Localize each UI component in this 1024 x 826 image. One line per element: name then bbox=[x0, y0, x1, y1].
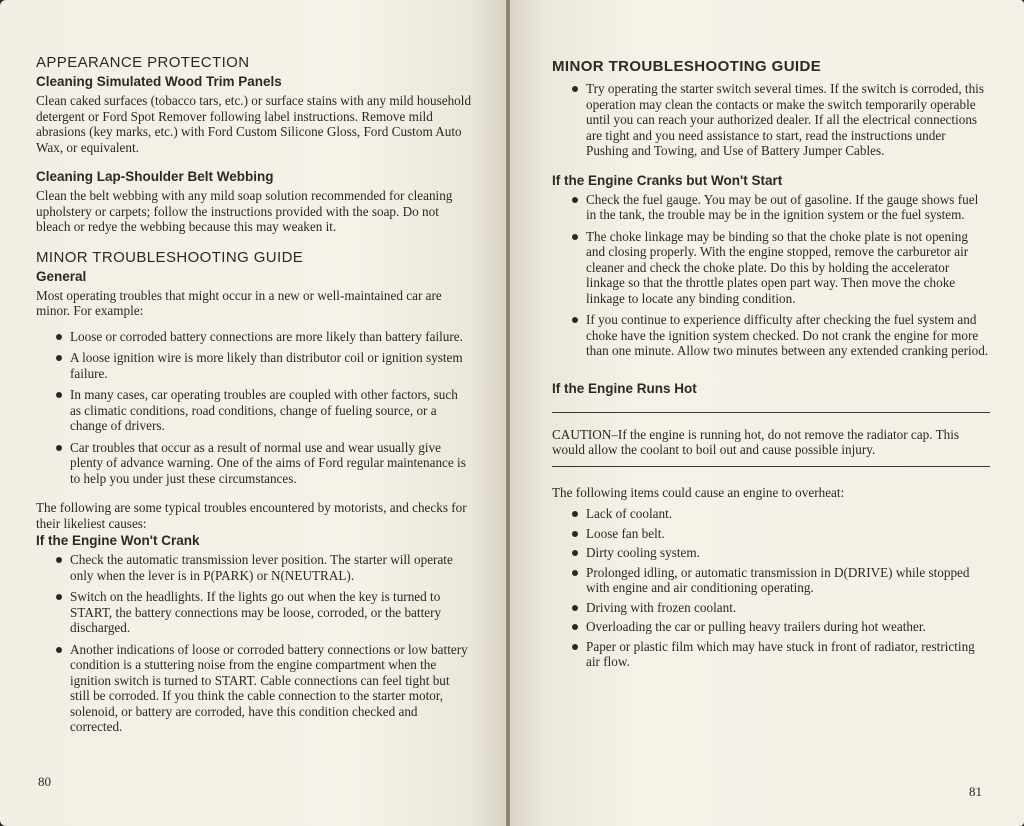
list-item bbox=[572, 81, 990, 159]
right-page bbox=[510, 0, 1024, 826]
bullet-dot-icon bbox=[56, 557, 62, 563]
list-item bbox=[572, 229, 990, 307]
runs-hot-heading: If the Engine Runs Hot bbox=[552, 380, 697, 396]
wood-trim-paragraph: Clean caked surfaces (tobacco tars, etc.) or surface stains with any mild household detergent or Ford Spot Remover following label instructions. Remove mild abrasions (key marks, etc.) with Ford Custom Silicone Gloss, Ford Custom Auto Wax, or equivalent. bbox=[36, 93, 472, 155]
list-item-text: If you continue to experience difficulty after checking the fuel system and choke have the ignition system checked. Do not crank the engine for more than one minute. Allow two minutes between any extended cranking period. bbox=[586, 312, 989, 358]
appearance-protection-title: APPEARANCE PROTECTION bbox=[36, 54, 250, 71]
general-outro: The following are some typical troubles encountered by motorists, and checks for their likeliest causes: bbox=[36, 500, 467, 531]
list-item-text: In many cases, car operating troubles are coupled with other factors, such as climatic conditions, road conditions, change of fueling source, or a change of drivers. bbox=[70, 387, 458, 433]
list-item bbox=[56, 642, 472, 735]
left-page bbox=[0, 0, 506, 826]
bullet-dot-icon bbox=[572, 531, 578, 537]
bullet-dot-icon bbox=[572, 605, 578, 611]
list-item bbox=[572, 192, 990, 223]
bullet-dot-icon bbox=[56, 334, 62, 340]
list-item bbox=[56, 440, 472, 487]
page-number-left: 80 bbox=[38, 774, 51, 789]
list-item bbox=[572, 312, 990, 359]
list-item bbox=[572, 526, 990, 542]
wont-crank-heading: If the Engine Won't Crank bbox=[36, 533, 200, 548]
list-item bbox=[572, 639, 990, 670]
list-item-text: Loose or corroded battery connections are more likely than battery failure. bbox=[70, 328, 463, 344]
list-item-text: The choke linkage may be binding so that the choke plate is not opening and closing properly. With the engine stopped, remove the carburetor air cleaner and check the choke plate. Do this by holding the accelerator linkage so that the throttle plates open part way. Then move the choke linkage to locate any binding condition. bbox=[586, 228, 969, 306]
list-item-text: Try operating the starter switch several times. If the switch is corroded, this operation may clean the contacts or make the switch temporarily operable until you can reach your authorized dealer. If all the electrical connections are tight and you need assistance to start, read the instructions under Pushing and Towing, and Use of Battery Jumper Cables. bbox=[586, 81, 984, 158]
bullet-dot-icon bbox=[572, 317, 578, 323]
list-item bbox=[572, 600, 990, 616]
bullet-dot-icon bbox=[56, 355, 62, 361]
list-item-text: Another indications of loose or corroded battery connections or low battery condition is a stuttering noise from the engine compartment when the ignition switch is turned to START. Cable connections can feel tight but still be corroded. If you think the cable connection to the starter motor, solenoid, or battery are corroded, have this condition checked and corrected. bbox=[70, 641, 468, 734]
belt-webbing-heading: Cleaning Lap-Shoulder Belt Webbing bbox=[36, 169, 274, 184]
bullet-dot-icon bbox=[572, 86, 578, 92]
bullet-dot-icon bbox=[572, 511, 578, 517]
list-item-text: Prolonged idling, or automatic transmission in D(DRIVE) while stopped with engine and air conditioning operating. bbox=[586, 564, 970, 595]
list-item-text: Switch on the headlights. If the lights go out when the key is turned to START, the battery connections may be loose, corroded, or the battery discharged. bbox=[70, 589, 442, 635]
starter-bullet-list bbox=[552, 81, 990, 159]
wood-trim-heading: Cleaning Simulated Wood Trim Panels bbox=[36, 74, 282, 89]
troubleshooting-title-left: MINOR TROUBLESHOOTING GUIDE bbox=[36, 248, 304, 266]
bullet-dot-icon bbox=[572, 550, 578, 556]
list-item-text: Paper or plastic film which may have stuck in front of radiator, restricting air flow. bbox=[586, 638, 975, 669]
list-item bbox=[572, 506, 990, 522]
bullet-dot-icon bbox=[572, 570, 578, 576]
general-intro: Most operating troubles that might occur in a new or well-maintained car are minor. For example: bbox=[36, 287, 442, 318]
list-item-text: Dirty cooling system. bbox=[586, 545, 700, 560]
list-item bbox=[56, 589, 472, 636]
overheat-intro: The following items could cause an engine to overheat: bbox=[552, 484, 845, 500]
list-item bbox=[56, 329, 472, 345]
bullet-dot-icon bbox=[572, 197, 578, 203]
list-item-text: A loose ignition wire is more likely than distributor coil or ignition system failure. bbox=[70, 350, 463, 381]
cranks-bullet-list bbox=[552, 192, 990, 359]
list-item-text: Check the fuel gauge. You may be out of gasoline. If the gauge shows fuel in the tank, the trouble may be in the ignition system or the fuel system. bbox=[586, 191, 979, 222]
bullet-dot-icon bbox=[56, 647, 62, 653]
list-item-text: Driving with frozen coolant. bbox=[586, 599, 737, 615]
belt-webbing-paragraph: Clean the belt webbing with any mild soap solution recommended for cleaning upholstery or carpets; follow the instructions provided with the soap. Do not bleach or redye the webbing because this may weaken it. bbox=[36, 188, 453, 234]
list-item-text: Check the automatic transmission lever position. The starter will operate only when the lever is in P(PARK) or N(NEUTRAL). bbox=[70, 552, 453, 583]
troubleshooting-title-right: MINOR TROUBLESHOOTING GUIDE bbox=[552, 58, 822, 75]
overheat-bullet-list bbox=[552, 506, 990, 670]
list-item bbox=[56, 350, 472, 381]
caution-bottom-rule bbox=[552, 466, 990, 467]
bullet-dot-icon bbox=[56, 445, 62, 451]
list-item-text: Car troubles that occur as a result of normal use and wear usually give plenty of advance warning. One of the aims of Ford regular maintenance is to help you under just these circumstances. bbox=[70, 439, 466, 486]
bullet-dot-icon bbox=[56, 594, 62, 600]
caution-top-rule bbox=[552, 412, 990, 413]
cranks-wont-start-heading: If the Engine Cranks but Won't Start bbox=[552, 172, 783, 188]
list-item bbox=[56, 387, 472, 434]
wont-crank-bullet-list bbox=[36, 552, 472, 735]
list-item bbox=[572, 619, 990, 635]
page-number-right: 81 bbox=[969, 784, 982, 799]
list-item-text: Lack of coolant. bbox=[586, 506, 673, 521]
list-item bbox=[572, 565, 990, 596]
bullet-dot-icon bbox=[572, 644, 578, 650]
list-item-text: Loose fan belt. bbox=[586, 525, 665, 541]
list-item bbox=[572, 545, 990, 561]
list-item bbox=[56, 552, 472, 583]
general-bullet-list bbox=[36, 329, 472, 487]
bullet-dot-icon bbox=[572, 624, 578, 630]
general-heading: General bbox=[36, 268, 87, 284]
bullet-dot-icon bbox=[56, 392, 62, 398]
bullet-dot-icon bbox=[572, 234, 578, 240]
caution-text: CAUTION–If the engine is running hot, do not remove the radiator cap. This would allow the coolant to boil out and cause possible injury. bbox=[552, 426, 960, 457]
list-item-text: Overloading the car or pulling heavy trailers during hot weather. bbox=[586, 619, 926, 634]
